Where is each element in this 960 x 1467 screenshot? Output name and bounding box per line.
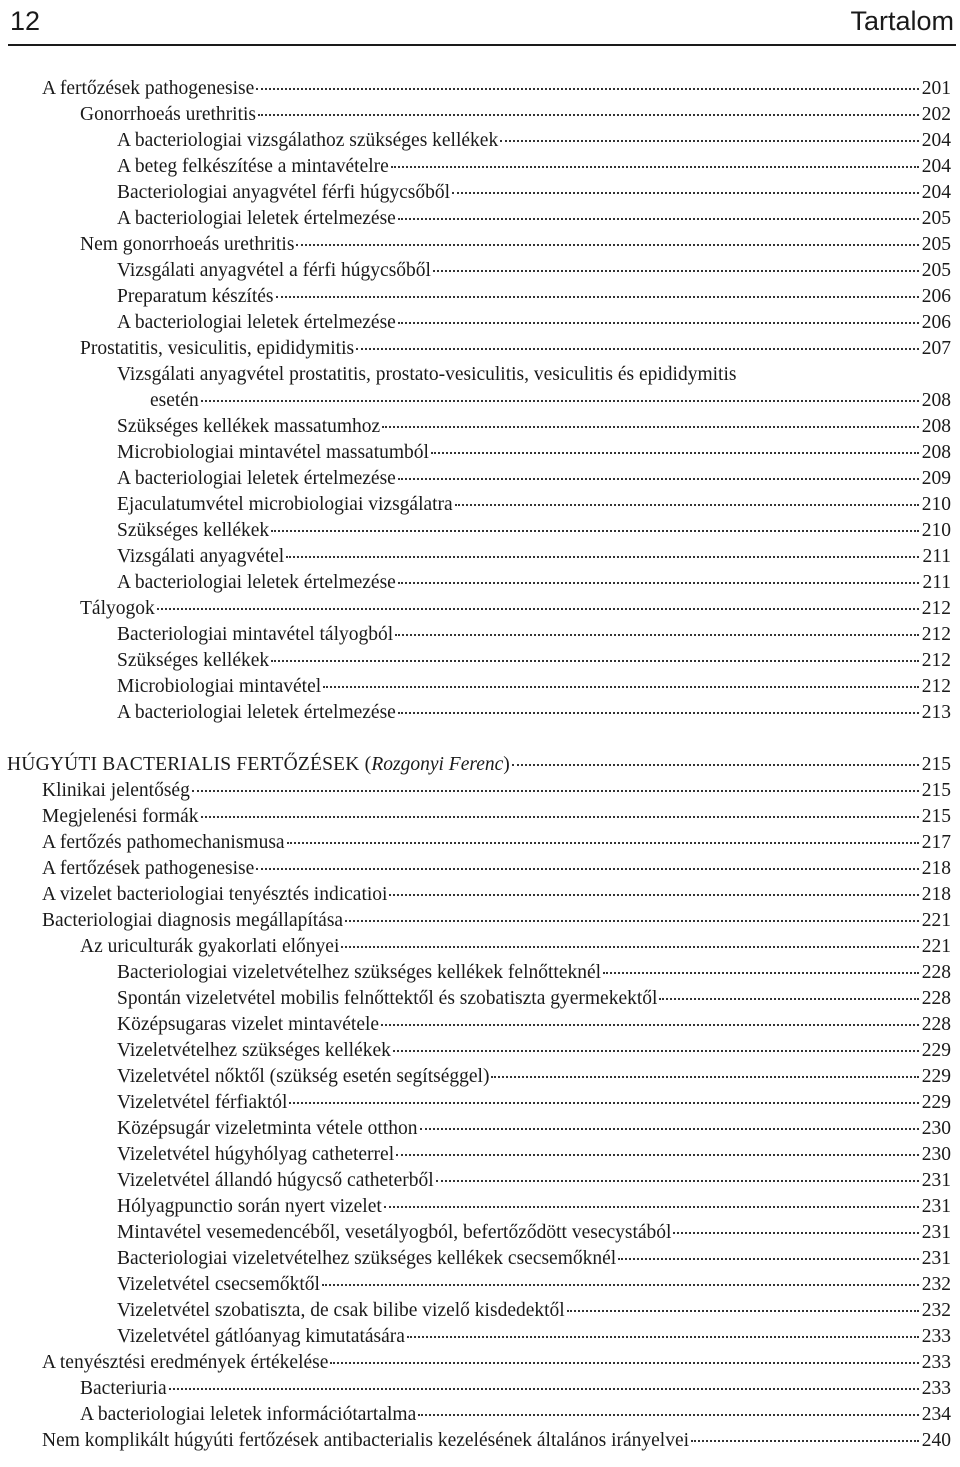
toc-page-number: 211 (922, 572, 951, 593)
dot-leader (271, 529, 919, 532)
toc-entry[interactable] (0, 414, 960, 440)
toc-entry-label: A bacteriologiai leletek értelmezése (117, 572, 396, 593)
toc-page-number: 210 (921, 494, 951, 515)
toc-page-number: 234 (921, 1404, 951, 1425)
toc-entry-label: A bacteriologiai leletek értelmezése (117, 702, 396, 723)
toc-entry-label: Megjelenési formák (42, 806, 199, 827)
toc-page-number: 228 (921, 962, 951, 983)
dot-leader (341, 945, 919, 948)
dot-leader (420, 1127, 919, 1130)
dot-leader (256, 87, 919, 90)
toc-entry[interactable] (0, 258, 960, 284)
toc-page-number: 201 (921, 78, 951, 99)
toc-entry-label: Mintavétel vesemedencéből, vesetályogból, befertőződött vesecystából (117, 1222, 672, 1243)
toc-entry[interactable] (0, 856, 960, 882)
page-header (8, 0, 956, 46)
toc-entry[interactable] (0, 1012, 960, 1038)
toc-page-number: 232 (921, 1274, 951, 1295)
toc-entry-label: Az uriculturák gyakorlati előnyei (80, 936, 340, 957)
toc-entry[interactable] (0, 986, 960, 1012)
toc-page-number: 228 (921, 988, 951, 1009)
toc-entry[interactable] (0, 128, 960, 154)
dot-leader (258, 113, 919, 116)
toc-entry[interactable] (0, 1376, 960, 1402)
toc-page-number: 218 (921, 858, 951, 879)
toc-entry[interactable] (0, 1246, 960, 1272)
toc-entry-label: Középsugaras vizelet mintavétele (117, 1014, 380, 1035)
toc-page-number: 213 (921, 702, 951, 723)
toc-entry-label: A fertőzések pathogenesise (42, 78, 255, 99)
toc-entry-label: Klinikai jelentőség (42, 780, 190, 801)
toc-page-number: 229 (921, 1040, 951, 1061)
toc-page-number: 221 (921, 910, 951, 931)
dot-leader (491, 1075, 919, 1078)
toc-page-number: 233 (921, 1326, 951, 1347)
dot-leader (323, 685, 919, 688)
toc-page-number: 229 (921, 1066, 951, 1087)
toc-entry-label: Vizsgálati anyagvétel prostatitis, prostato-vesiculitis, vesiculitis és epididymitis (117, 364, 737, 385)
toc-page-number: 217 (921, 832, 951, 853)
toc-entry[interactable] (0, 570, 960, 596)
toc-entry[interactable] (0, 76, 960, 102)
toc-entry[interactable] (0, 102, 960, 128)
dot-leader (436, 1179, 919, 1182)
toc-page-number: 210 (921, 520, 951, 541)
dot-leader (169, 1387, 919, 1390)
toc-page-number: 208 (921, 442, 951, 463)
toc-entry-label: Szükséges kellékek massatumhoz (117, 416, 381, 437)
dot-leader (192, 789, 919, 792)
dot-leader (396, 1153, 919, 1156)
chapter-title: HÚGYÚTI BACTERIALIS FERTŐZÉSEK ( (7, 754, 372, 775)
toc-entry[interactable] (0, 1220, 960, 1246)
toc-entry[interactable] (0, 908, 960, 934)
toc-page-number: 204 (921, 182, 951, 203)
toc-entry-label: Vizeletvétel csecsemőktől (117, 1274, 320, 1295)
toc-entry-label: Vizeletvétel gátlóanyag kimutatására (117, 1326, 405, 1347)
toc-entry[interactable] (0, 804, 960, 830)
dot-leader (500, 139, 919, 142)
dot-leader (407, 1335, 919, 1338)
toc-entry-label: Vizeletvétel férfiaktól (117, 1092, 288, 1113)
toc-entry[interactable] (0, 596, 960, 622)
toc-page-number: 228 (921, 1014, 951, 1035)
toc-chapter-entry[interactable] (0, 752, 960, 778)
dot-leader (398, 217, 919, 220)
toc-page-number: 207 (921, 338, 951, 359)
toc-entry[interactable] (0, 960, 960, 986)
toc-page-number: 212 (921, 624, 951, 645)
toc-page-number: 232 (921, 1300, 951, 1321)
toc-page-number: 204 (921, 130, 951, 151)
toc-entry-label: Vizsgálati anyagvétel a férfi húgycsőből (117, 260, 431, 281)
toc-entry[interactable] (0, 1402, 960, 1428)
toc-entry-label: A bacteriologiai vizsgálathoz szükséges kellékek (117, 130, 499, 151)
toc-page-number: 205 (921, 208, 951, 229)
toc-page-number: 202 (921, 104, 951, 125)
toc-page-number: 204 (921, 156, 951, 177)
dot-leader (691, 1439, 919, 1442)
dot-leader (398, 711, 919, 714)
dot-leader (431, 451, 919, 454)
toc-page-number: 233 (921, 1352, 951, 1373)
toc-entry-label: Szükséges kellékek (117, 520, 270, 541)
dot-leader (201, 815, 920, 818)
toc-entry[interactable] (0, 934, 960, 960)
toc-entry[interactable] (0, 830, 960, 856)
toc-entry-label: Bacteriologiai diagnosis megállapítása (42, 910, 344, 931)
dot-leader (201, 399, 919, 402)
toc-page-number: 231 (921, 1196, 951, 1217)
toc-entry[interactable] (0, 882, 960, 908)
dot-leader (330, 1361, 919, 1364)
toc-entry-label: Bacteriologiai anyagvétel férfi húgycsőből (117, 182, 451, 203)
dot-leader (271, 659, 919, 662)
chapter-title-end: ) (503, 754, 510, 775)
dot-leader (398, 581, 919, 584)
dot-leader (455, 503, 919, 506)
toc-page-number: 208 (921, 416, 951, 437)
toc-entry-label: Vizsgálati anyagvétel (117, 546, 285, 567)
page-title: Tartalom (850, 6, 954, 36)
toc-entry[interactable] (0, 700, 960, 726)
toc-page-number: 215 (921, 806, 951, 827)
toc-entry-label: Microbiologiai mintavétel massatumból (117, 442, 429, 463)
table-of-contents (0, 76, 960, 1454)
dot-leader (256, 867, 919, 870)
toc-entry-label: Bacteriuria (80, 1378, 167, 1399)
toc-page-number: 229 (921, 1092, 951, 1113)
toc-entry-label: Preparatum készítés (117, 286, 274, 307)
dot-leader (384, 1205, 919, 1208)
toc-entry[interactable] (0, 1142, 960, 1168)
toc-entry[interactable] (0, 440, 960, 466)
toc-page-number: 212 (921, 676, 951, 697)
dot-leader (382, 425, 919, 428)
toc-entry[interactable] (0, 310, 960, 336)
dot-leader (393, 1049, 919, 1052)
dot-leader (418, 1413, 919, 1416)
toc-page-number: 240 (921, 1430, 951, 1451)
toc-entry[interactable] (0, 1116, 960, 1142)
toc-entry[interactable] (0, 778, 960, 804)
toc-page-number: 212 (921, 598, 951, 619)
toc-page-number: 231 (921, 1222, 951, 1243)
toc-entry-label: Bacteriologiai mintavétel tályogból (117, 624, 394, 645)
toc-entry-label: A bacteriologiai leletek értelmezése (117, 312, 396, 333)
toc-page-number: 230 (921, 1144, 951, 1165)
dot-leader (381, 1023, 919, 1026)
toc-entry[interactable] (0, 206, 960, 232)
chapter-author: Rozgonyi Ferenc (371, 754, 504, 775)
toc-entry-label: Középsugár vizeletminta vétele otthon (117, 1118, 418, 1139)
toc-entry-label: Vizeletvétel szobatiszta, de csak bilibe vizelő kisdedektől (117, 1300, 565, 1321)
dot-leader (673, 1231, 919, 1234)
toc-entry-label: Hólyagpunctio során nyert vizelet (117, 1196, 382, 1217)
toc-page-number: 233 (921, 1378, 951, 1399)
dot-leader (398, 477, 919, 480)
toc-entry-label: Vizeletvételhez szükséges kellékek (117, 1040, 391, 1061)
dot-leader (618, 1257, 919, 1260)
toc-page-number: 218 (921, 884, 951, 905)
dot-leader (433, 269, 919, 272)
toc-page-number: 208 (921, 390, 951, 411)
toc-entry[interactable] (0, 154, 960, 180)
dot-leader (452, 191, 919, 194)
toc-entry-label: A beteg felkészítése a mintavételre (117, 156, 389, 177)
toc-entry-label: A vizelet bacteriologiai tenyésztés indicatioi (42, 884, 388, 905)
toc-entry[interactable] (0, 674, 960, 700)
dot-leader (287, 841, 919, 844)
dot-leader (289, 1101, 919, 1104)
toc-entry[interactable] (0, 1090, 960, 1116)
dot-leader (356, 347, 919, 350)
toc-entry-label: Vizeletvétel nőktől (szükség esetén segítséggel) (117, 1066, 490, 1087)
toc-entry[interactable] (0, 622, 960, 648)
toc-entry-label: Prostatitis, vesiculitis, epididymitis (80, 338, 355, 359)
toc-entry[interactable] (0, 466, 960, 492)
toc-entry-label (7, 752, 510, 778)
toc-entry-label: Nem gonorrhoeás urethritis (80, 234, 295, 255)
toc-page-number: 230 (921, 1118, 951, 1139)
toc-entry-label: Tályogok (80, 598, 155, 619)
toc-page-number: 206 (921, 312, 951, 333)
toc-entry-label: Bacteriologiai vizeletvételhez szükséges kellékek felnőtteknél (117, 962, 602, 983)
toc-page-number: 205 (921, 260, 951, 281)
dot-leader (296, 243, 919, 246)
toc-entry-label: Microbiologiai mintavétel (117, 676, 322, 697)
dot-leader (286, 555, 919, 558)
toc-entry[interactable] (0, 1298, 960, 1324)
toc-entry-label: Vizeletvétel állandó húgycső catheterből (117, 1170, 434, 1191)
toc-entry[interactable] (0, 336, 960, 362)
dot-leader (567, 1309, 919, 1312)
toc-entry[interactable] (0, 1324, 960, 1350)
toc-entry[interactable] (0, 180, 960, 206)
toc-entry-label-cont: esetén (150, 390, 199, 411)
toc-entry-label: Nem komplikált húgyúti fertőzések antibacterialis kezelésének általános irányelvei (42, 1430, 690, 1451)
toc-entry-label: Bacteriologiai vizeletvételhez szükséges kellékek csecsemőknél (117, 1248, 617, 1269)
toc-page-number: 205 (921, 234, 951, 255)
toc-entry[interactable] (0, 1272, 960, 1298)
toc-page-number: 215 (921, 754, 951, 775)
dot-leader (276, 295, 920, 298)
toc-page-number: 231 (921, 1248, 951, 1269)
toc-entry-label: A bacteriologiai leletek információtartalma (80, 1404, 417, 1425)
toc-page-number: 211 (922, 546, 951, 567)
toc-entry[interactable] (0, 284, 960, 310)
toc-entry-label: A fertőzés pathomechanismusa (42, 832, 285, 853)
toc-page-number: 215 (921, 780, 951, 801)
dot-leader (322, 1283, 919, 1286)
toc-entry[interactable] (0, 1064, 960, 1090)
page-number: 12 (10, 6, 41, 36)
dot-leader (398, 321, 919, 324)
dot-leader (345, 919, 919, 922)
dot-leader (157, 607, 919, 610)
toc-page-number: 221 (921, 936, 951, 957)
toc-entry-label: A bacteriologiai leletek értelmezése (117, 208, 396, 229)
dot-leader (391, 165, 919, 168)
toc-entry-label: A bacteriologiai leletek értelmezése (117, 468, 396, 489)
toc-entry[interactable] (0, 544, 960, 570)
toc-entry[interactable] (0, 1428, 960, 1454)
toc-entry[interactable] (0, 1350, 960, 1376)
toc-entry[interactable] (0, 1168, 960, 1194)
toc-entry[interactable] (0, 1194, 960, 1220)
toc-entry-label: A fertőzések pathogenesise (42, 858, 255, 879)
dot-leader (395, 633, 919, 636)
toc-entry[interactable] (0, 1038, 960, 1064)
dot-leader (659, 997, 919, 1000)
toc-entry-label: Gonorrhoeás urethritis (80, 104, 256, 125)
toc-page-number: 212 (921, 650, 951, 671)
toc-entry-label: Szükséges kellékek (117, 650, 270, 671)
toc-entry[interactable] (0, 648, 960, 674)
dot-leader (603, 971, 919, 974)
toc-entry-label: A tenyésztési eredmények értékelése (42, 1352, 329, 1373)
toc-entry-label: Spontán vizeletvétel mobilis felnőttektől és szobatiszta gyermekektől (117, 988, 658, 1009)
toc-entry[interactable] (0, 492, 960, 518)
toc-page-number: 206 (921, 286, 951, 307)
toc-entry-label: Vizeletvétel húgyhólyag catheterrel (117, 1144, 395, 1165)
dot-leader (389, 893, 919, 896)
dot-leader (512, 763, 919, 766)
toc-entry[interactable] (0, 518, 960, 544)
toc-page-number: 231 (921, 1170, 951, 1191)
toc-entry-label: Ejaculatumvétel microbiologiai vizsgálatra (117, 494, 453, 515)
toc-entry[interactable] (0, 232, 960, 258)
toc-page-number: 209 (921, 468, 951, 489)
toc-entry[interactable] (0, 388, 960, 414)
